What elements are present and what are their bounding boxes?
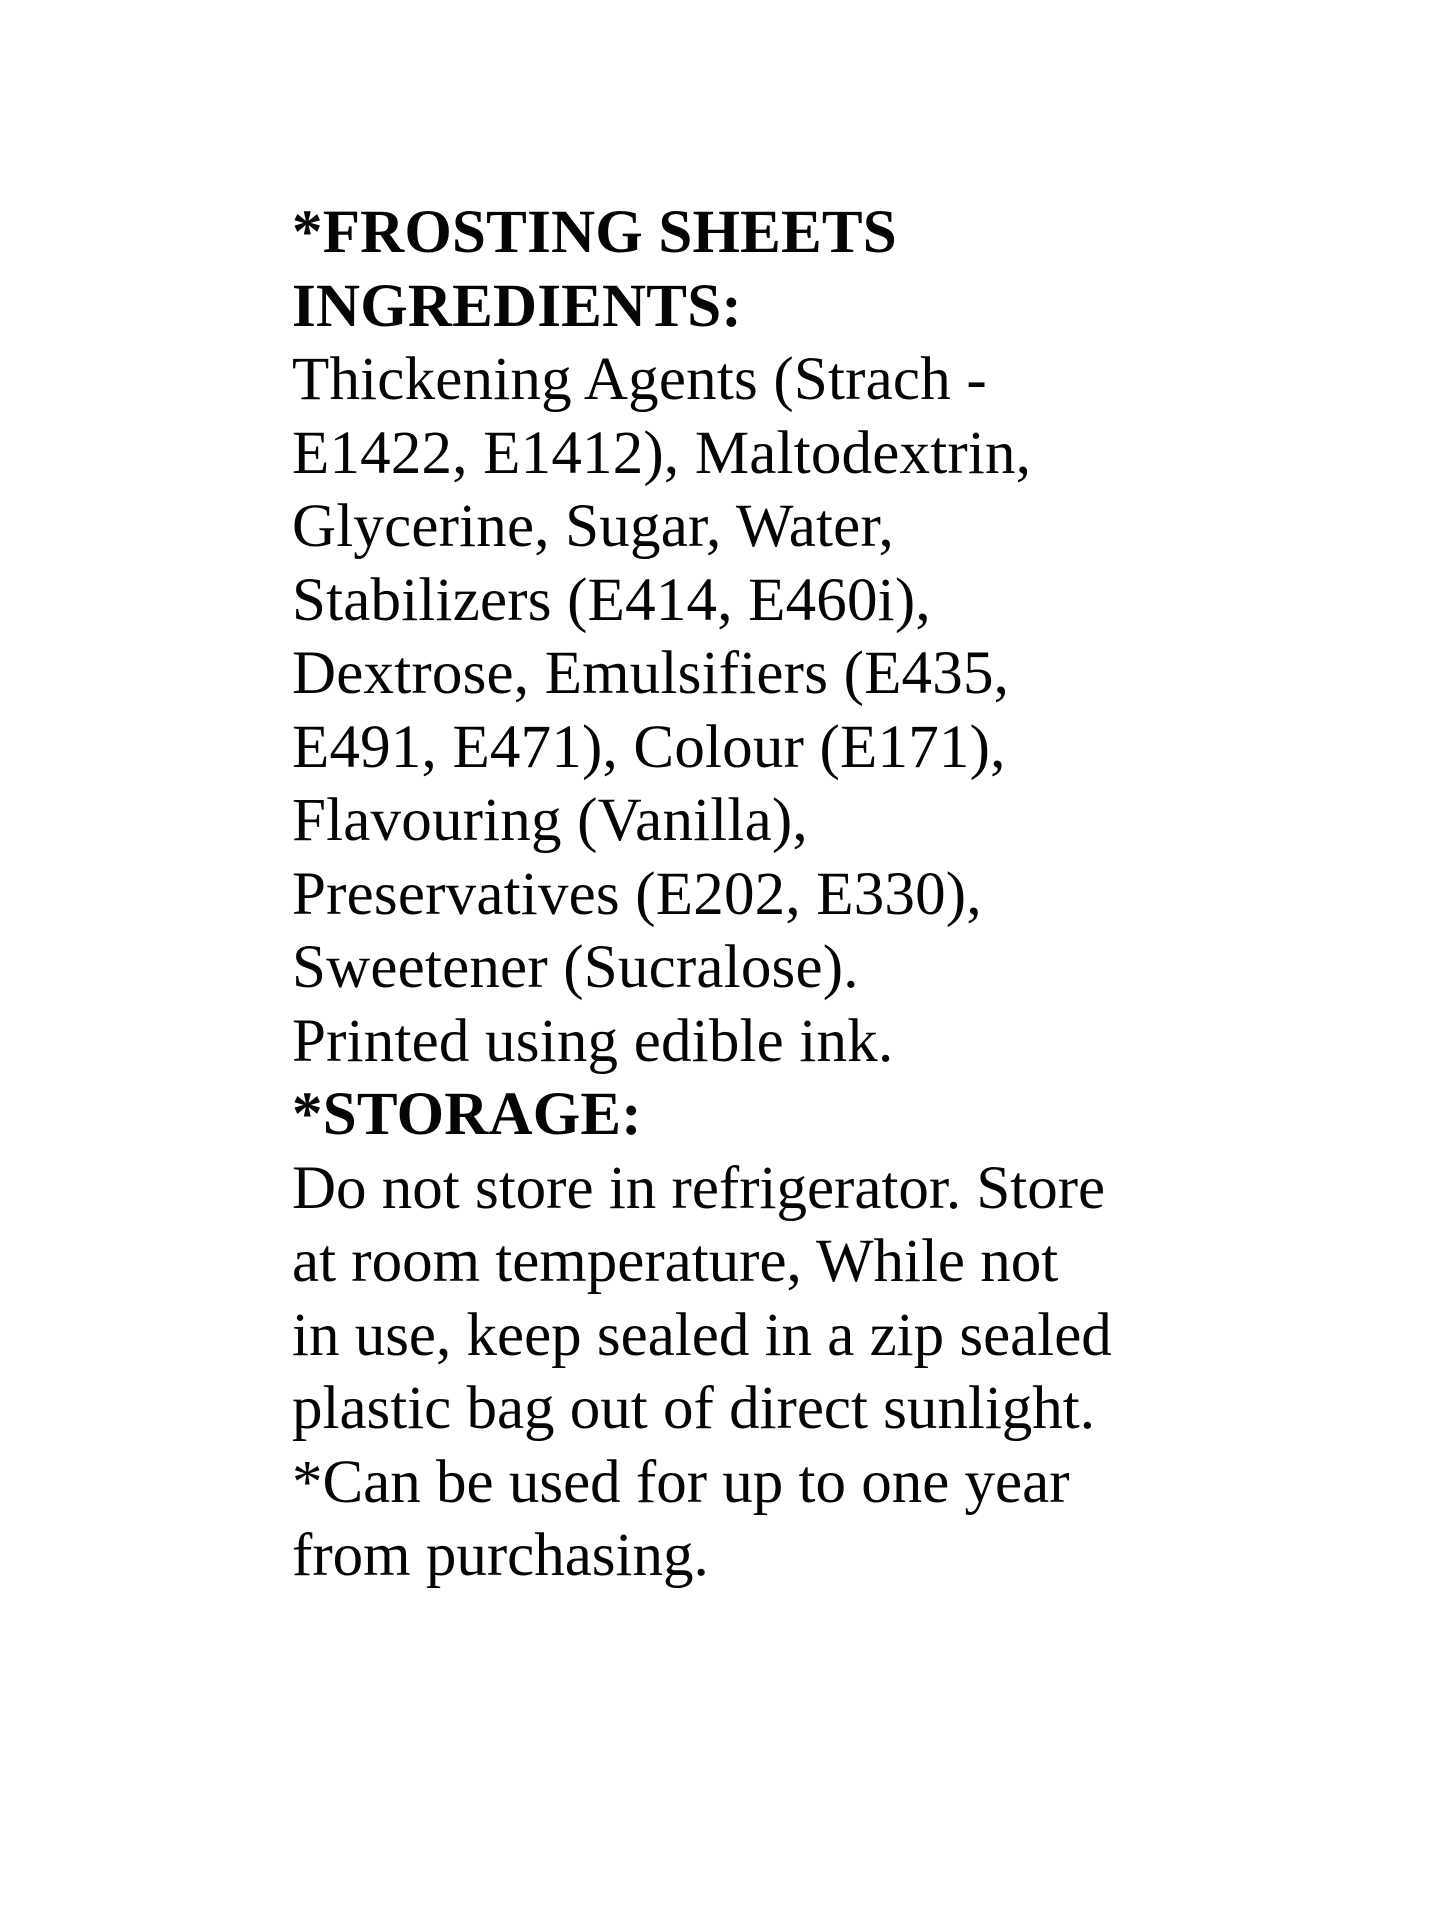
ingredients-line-8: Preservatives (E202, E330), — [292, 860, 982, 928]
ingredients-line-1: Thickening Agents (Strach - — [292, 346, 987, 413]
ingredients-line-3: Glycerine, Sugar, Water, — [292, 493, 894, 560]
storage-line-1: Do not store in refrigerator. Store — [292, 1154, 1106, 1222]
storage-line-3: in use, keep sealed in a zip sealed — [292, 1301, 1112, 1369]
ingredients-line-4: Stabilizers (E414, E460i), — [292, 566, 931, 634]
storage-line-4: plastic bag out of direct sunlight. — [292, 1375, 1096, 1442]
ingredients-line-7: Flavouring (Vanilla), — [292, 787, 808, 854]
ingredients-line-6: E491, E471), Colour (E171), — [292, 713, 1006, 781]
ingredients-line-5: Dextrose, Emulsifiers (E435, — [292, 640, 1010, 707]
ingredients-line-2: E1422, E1412), Maltodextrin, — [292, 419, 1032, 487]
label-text-block — [292, 196, 1252, 1593]
ingredients-line-9: Sweetener (Sucralose). — [292, 934, 859, 1001]
storage-line-2: at room temperature, While not — [292, 1228, 1059, 1295]
ingredients-heading-line-2: INGREDIENTS: — [292, 272, 742, 340]
ingredients-line-10: Printed using edible ink. — [292, 1007, 894, 1075]
usage-line-2: from purchasing. — [292, 1522, 709, 1589]
ingredients-heading-line-1: *FROSTING SHEETS — [292, 199, 897, 266]
storage-heading: *STORAGE: — [292, 1081, 642, 1148]
usage-line-1: *Can be used for up to one year — [292, 1448, 1070, 1516]
